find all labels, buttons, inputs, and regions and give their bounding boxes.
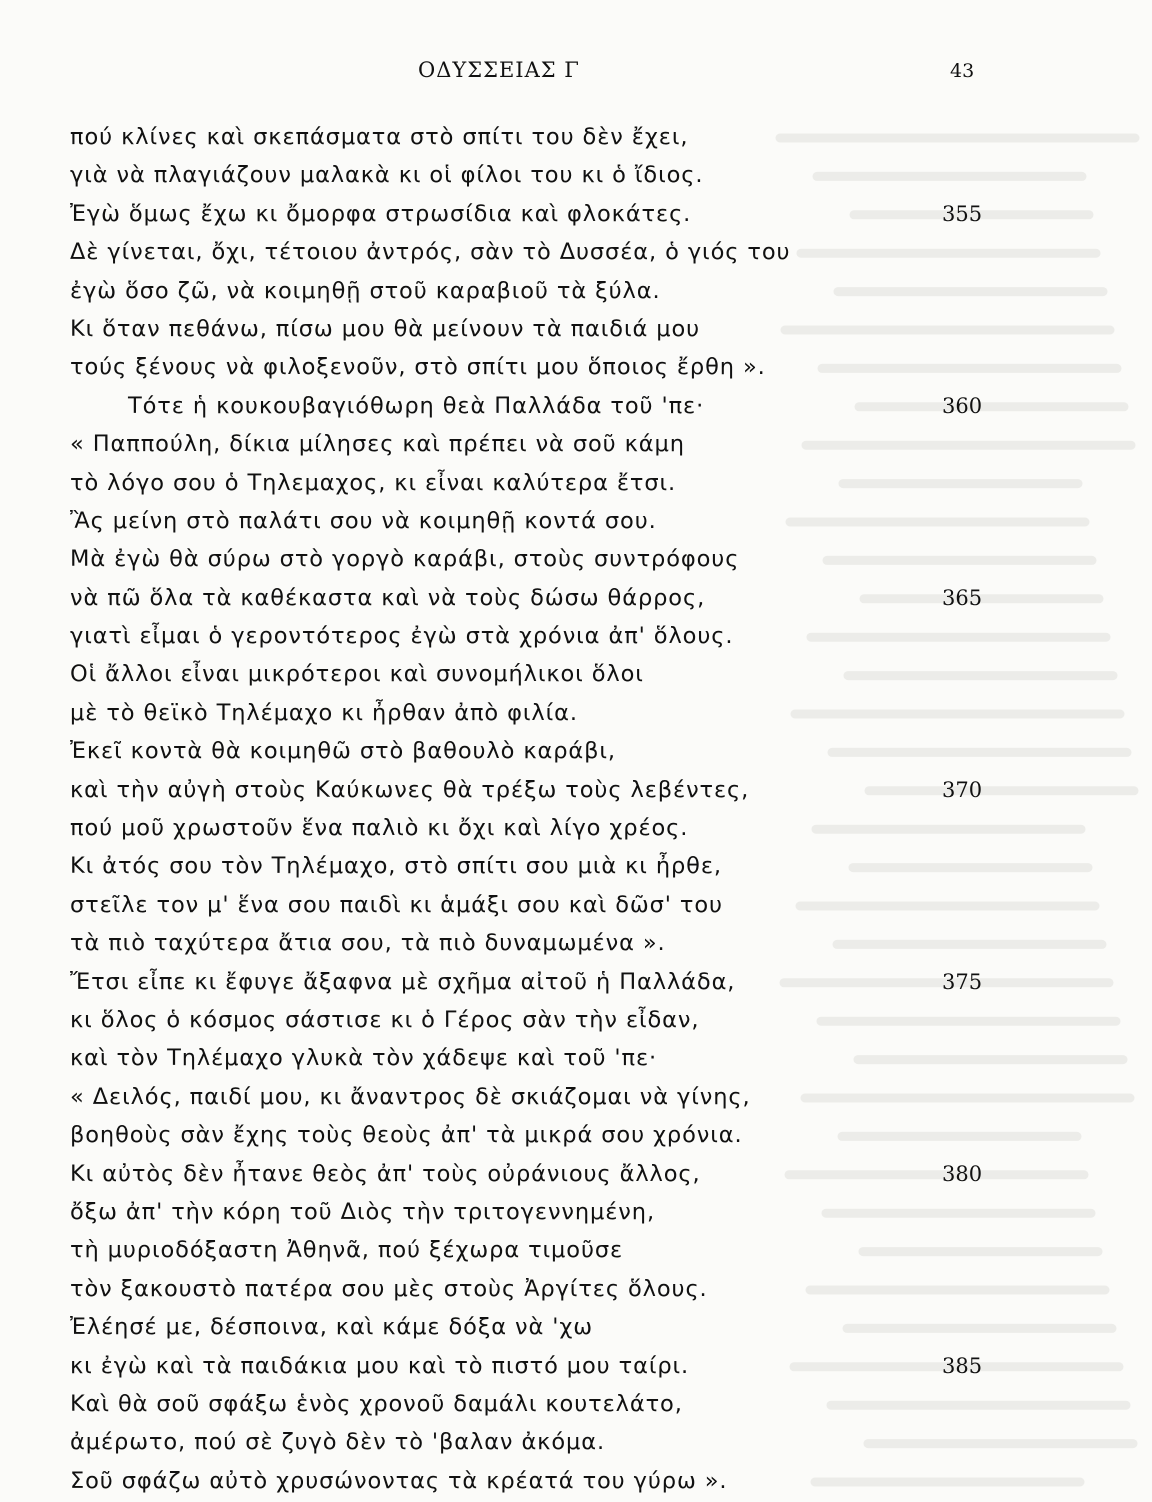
verse-text: Ἐγὼ ὅμως ἔχω κι ὄμορφα στρωσίδια καὶ φλοκάτες. (70, 200, 692, 227)
verse-text: τὸν ξακουστὸ πατέρα σου μὲς στοὺς Ἀργίτες ὅλους. (70, 1275, 708, 1302)
verse-line (0, 888, 1152, 926)
verse-line (0, 657, 1152, 695)
verse-line (0, 466, 1152, 504)
page-number: 43 (950, 60, 975, 82)
verse-text: πού κλίνες καὶ σκεπάσματα στὸ σπίτι του δὲν ἔχει, (70, 124, 689, 150)
verse-line (0, 1003, 1152, 1041)
verse-text: Οἱ ἄλλοι εἶναι μικρότεροι καὶ συνομήλικοι ὅλοι (70, 661, 644, 688)
verse-line (0, 1349, 1152, 1387)
verse-text: γιατὶ εἶμαι ὁ γεροντότερος ἐγὼ στὰ χρόνια ἀπ' ὅλους. (70, 623, 734, 650)
verse-line (0, 811, 1152, 849)
line-number: 360 (942, 393, 983, 418)
verse-line (0, 1233, 1152, 1271)
verse-line (0, 1272, 1152, 1310)
verse-line (0, 197, 1152, 235)
verse-line (0, 773, 1152, 811)
verse-text: τὰ πιὸ ταχύτερα ἄτια σου, τὰ πιὸ δυναμωμένα ». (70, 930, 666, 957)
verse-text: νὰ πῶ ὅλα τὰ καθέκαστα καὶ νὰ τοὺς δώσω θάρρος, (70, 584, 706, 611)
verse-text: Καὶ θὰ σοῦ σφάξω ἑνὸς χρονοῦ δαμάλι κουτελάτο, (70, 1390, 683, 1417)
line-number: 355 (942, 201, 983, 226)
verse-text: καὶ τὴν αὐγὴ στοὺς Καύκωνες θὰ τρέξω τοὺς λεβέντες, (70, 776, 750, 803)
verse-line (0, 1195, 1152, 1233)
verse-line (0, 926, 1152, 964)
verse-text: πού μοῦ χρωστοῦν ἕνα παλιὸ κι ὄχι καὶ λίγο χρέος. (70, 815, 689, 842)
verse-line (0, 312, 1152, 350)
verse-text: Ἐκεῖ κοντὰ θὰ κοιμηθῶ στὸ βαθουλὸ καράβι, (70, 738, 616, 765)
verse-line (0, 1080, 1152, 1118)
verse-text: « Δειλός, παιδί μου, κι ἄναντρος δὲ σκιάζομαι νὰ γίνης, (70, 1083, 751, 1110)
verse-line (0, 1464, 1152, 1502)
verse-line (0, 504, 1152, 542)
verse-line (0, 427, 1152, 465)
verse-text: τὸ λόγο σου ὁ Τηλεμαχος, κι εἶναι καλύτερα ἔτσι. (70, 469, 677, 496)
verse-text: μὲ τὸ θεϊκὸ Τηλέμαχο κι ἦρθαν ἀπὸ φιλία. (70, 699, 578, 726)
verse-text: Ἔτσι εἶπε κι ἔφυγε ἄξαφνα μὲ σχῆμα αἰτοῦ ἡ Παλλάδα, (70, 968, 736, 995)
verse-line (0, 235, 1152, 273)
verse-line (0, 350, 1152, 388)
verse-text: βοηθοὺς σὰν ἔχης τοὺς θεοὺς ἀπ' τὰ μικρά σου χρόνια. (70, 1122, 743, 1149)
verse-line (0, 1310, 1152, 1348)
verse-text: κι ὅλος ὁ κόσμος σάστισε κι ὁ Γέρος σὰν τὴν εἶδαν, (70, 1006, 700, 1033)
verse-text: καὶ τὸν Τηλέμαχο γλυκὰ τὸν χάδεψε καὶ τοῦ 'πε· (70, 1045, 658, 1072)
verse-text: Κι αὐτὸς δὲν ἦτανε θεὸς ἀπ' τοὺς οὐράνιους ἄλλος, (70, 1160, 701, 1187)
verse-text: Ἐλέησέ με, δέσποινα, καὶ κάμε δόξα νὰ 'χω (70, 1314, 594, 1341)
line-number: 375 (942, 969, 983, 994)
verse-line (0, 274, 1152, 312)
verse-text: κι ἐγὼ καὶ τὰ παιδάκια μου καὶ τὸ πιστό μου ταίρι. (70, 1352, 690, 1379)
running-title: ΟΔΥΣΣΕΙΑΣ Γ (418, 58, 580, 82)
verse-line (0, 734, 1152, 772)
verse-text: ὄξω ἀπ' τὴν κόρη τοῦ Διὸς τὴν τριτογεννημένη, (70, 1198, 655, 1225)
line-number: 385 (942, 1353, 983, 1378)
verse-text: Τότε ἡ κουκουβαγιόθωρη θεὰ Παλλάδα τοῦ 'πε· (128, 392, 705, 419)
verse-line (0, 581, 1152, 619)
verse-text: τούς ξένους νὰ φιλοξενοῦν, στὸ σπίτι μου ὅποιος ἔρθη ». (70, 354, 766, 381)
verse-line (0, 1118, 1152, 1156)
verse-text: στεῖλε τον μ' ἕνα σου παιδὶ κι ἁμάξι σου καὶ δῶσ' του (70, 891, 723, 918)
verse-text: τὴ μυριοδόξαστη Ἀθηνᾶ, πού ξέχωρα τιμοῦσε (70, 1237, 624, 1264)
verse-line (0, 389, 1152, 427)
line-number: 365 (942, 585, 983, 610)
verse-line (0, 1387, 1152, 1425)
verse-line (0, 696, 1152, 734)
verse-line (0, 120, 1152, 158)
verse-line (0, 1041, 1152, 1079)
verse-block (0, 120, 1152, 1502)
verse-text: Κι ἀτός σου τὸν Τηλέμαχο, στὸ σπίτι σου μιὰ κι ἦρθε, (70, 853, 722, 880)
verse-text: Μὰ ἐγὼ θὰ σύρω στὸ γοργὸ καράβι, στοὺς συντρόφους (70, 546, 740, 573)
verse-line (0, 542, 1152, 580)
running-head (0, 58, 1152, 88)
verse-text: ἐγὼ ὅσο ζῶ, νὰ κοιμηθῇ στοῦ καραβιοῦ τὰ ξύλα. (70, 277, 661, 304)
verse-line (0, 1425, 1152, 1463)
verse-text: ἀμέρωτο, πού σὲ ζυγὸ δὲν τὸ 'βαλαν ἀκόμα. (70, 1429, 606, 1456)
verse-line (0, 619, 1152, 657)
line-number: 370 (942, 777, 983, 802)
verse-text: γιὰ νὰ πλαγιάζουν μαλακὰ κι οἱ φίλοι του κι ὁ ἴδιος. (70, 162, 704, 189)
verse-text: Δὲ γίνεται, ὄχι, τέτοιου ἀντρός, σὰν τὸ Δυσσέα, ὁ γιός του (70, 239, 791, 266)
verse-line (0, 1157, 1152, 1195)
verse-line (0, 849, 1152, 887)
verse-text: « Παππούλη, δίκια μίλησες καὶ πρέπει νὰ σοῦ κάμη (70, 431, 685, 458)
verse-line (0, 965, 1152, 1003)
line-number: 380 (942, 1161, 983, 1186)
verse-text: Ἂς μείνη στὸ παλάτι σου νὰ κοιμηθῇ κοντά σου. (70, 507, 657, 534)
verse-line (0, 158, 1152, 196)
verse-text: Σοῦ σφάζω αὐτὸ χρυσώνοντας τὰ κρέατά του γύρω ». (70, 1467, 728, 1494)
verse-text: Κι ὅταν πεθάνω, πίσω μου θὰ μείνουν τὰ παιδιά μου (70, 315, 701, 342)
